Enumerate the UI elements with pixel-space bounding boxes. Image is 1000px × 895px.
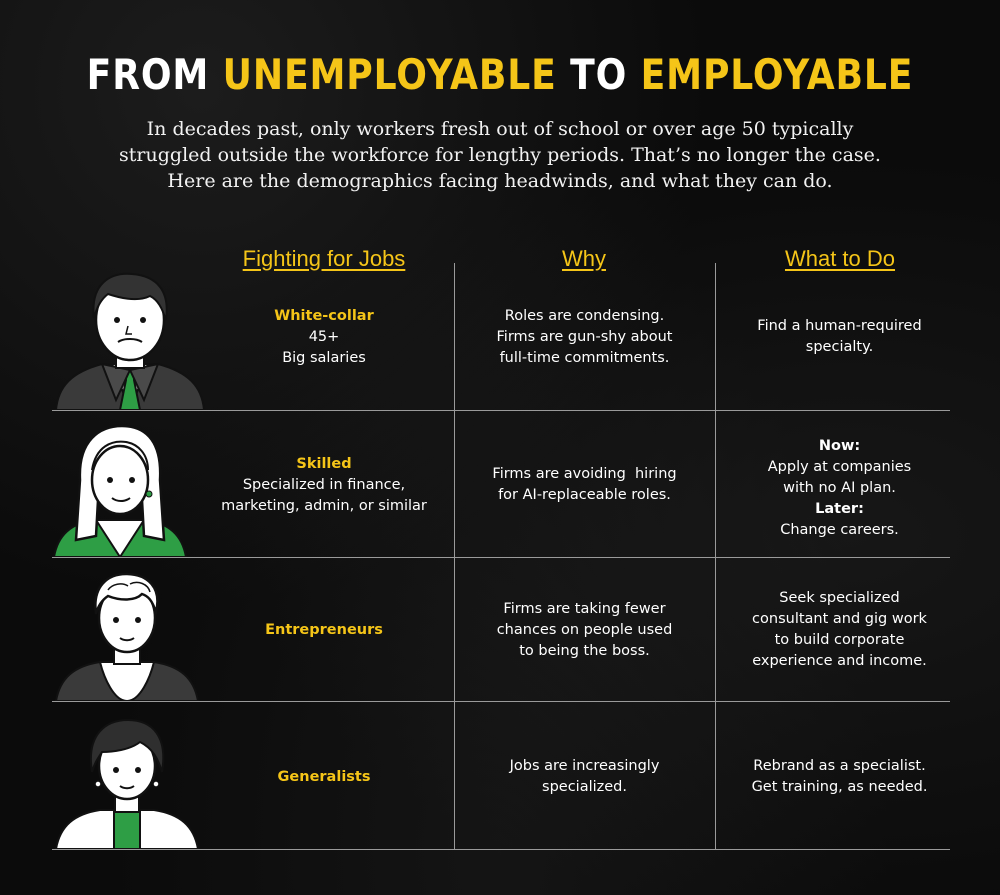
- why-line: Jobs are increasingly: [509, 758, 660, 774]
- todo-line: Rebrand as a specialist.: [753, 758, 926, 774]
- why-line: Roles are condensing.: [504, 307, 665, 324]
- todo-line: Change careers.: [780, 521, 899, 538]
- group-detail: marketing, admin, or similar: [221, 497, 427, 514]
- group-name: White-collar: [274, 307, 374, 324]
- row-entrepreneurs-group-cell: [214, 566, 434, 694]
- todo-line: Now:: [818, 437, 861, 454]
- row-white-collar-todo-cell: [722, 300, 957, 374]
- group-name: Entrepreneurs: [265, 621, 383, 638]
- why-line: for AI-replaceable roles.: [498, 487, 671, 503]
- row-generalists-group-cell: [214, 712, 434, 842]
- title-word-employable: EMPLOYABLE: [640, 50, 914, 99]
- group-detail: Specialized in finance,: [242, 476, 406, 493]
- todo-line: specialty.: [805, 339, 874, 355]
- businessman-avatar: [50, 268, 210, 410]
- todo-line: Later:: [815, 500, 864, 517]
- row-divider: [52, 410, 950, 411]
- todo-line: Seek specialized: [779, 590, 900, 606]
- row-divider: [52, 701, 950, 702]
- group-detail: 45+: [308, 328, 340, 345]
- row-generalists-why-cell: [462, 712, 707, 842]
- intro-line: Here are the demographics facing headwinds, and what they can do.: [167, 170, 833, 192]
- row-entrepreneurs-why-cell: [462, 566, 707, 694]
- why-line: chances on people used: [496, 621, 673, 638]
- long-haired-woman-avatar: [50, 420, 190, 557]
- todo-line: Apply at companies: [767, 458, 912, 475]
- row-skilled-todo-cell: [722, 420, 957, 556]
- intro-line: In decades past, only workers fresh out of school or over age 50 typically: [146, 118, 854, 140]
- curly-haired-person-avatar: [52, 566, 202, 701]
- page-title: [70, 50, 930, 99]
- intro-paragraph: [80, 116, 920, 194]
- group-detail: Big salaries: [282, 349, 366, 366]
- row-divider: [52, 849, 950, 850]
- row-entrepreneurs-todo-cell: [722, 566, 957, 694]
- row-generalists-todo-cell: [722, 712, 957, 842]
- why-line: Firms are gun-shy about: [496, 328, 673, 345]
- header-fighting-for-jobs: Fighting for Jobs: [242, 246, 406, 271]
- why-line: full-time commitments.: [499, 349, 670, 366]
- header-why: Why: [562, 246, 606, 271]
- todo-line: experience and income.: [752, 653, 927, 669]
- row-divider: [52, 557, 950, 558]
- group-name: Generalists: [277, 768, 371, 785]
- row-white-collar-group-cell: [214, 300, 434, 374]
- why-line: specialized.: [542, 779, 627, 795]
- row-skilled-group-cell: [204, 420, 444, 550]
- todo-line: Get training, as needed.: [751, 779, 928, 795]
- intro-line: struggled outside the workforce for lengthy periods. That’s no longer the case.: [119, 144, 881, 166]
- short-haired-woman-avatar: [52, 712, 202, 849]
- todo-line: with no AI plan.: [783, 479, 896, 496]
- todo-line: Find a human-required: [757, 318, 922, 334]
- title-word-unemployable: UNEMPLOYABLE: [222, 50, 557, 99]
- title-word-to: TO: [570, 50, 628, 99]
- why-line: Firms are avoiding hiring: [492, 466, 677, 482]
- why-line: Firms are taking fewer: [503, 600, 666, 617]
- todo-line: to build corporate: [774, 632, 905, 648]
- group-name: Skilled: [296, 455, 352, 472]
- title-word-from: FROM: [86, 50, 210, 99]
- row-skilled-why-cell: [462, 420, 707, 550]
- row-white-collar-why-cell: [462, 300, 707, 374]
- todo-line: consultant and gig work: [752, 611, 927, 627]
- why-line: to being the boss.: [519, 642, 650, 659]
- header-what-to-do: What to Do: [784, 246, 896, 271]
